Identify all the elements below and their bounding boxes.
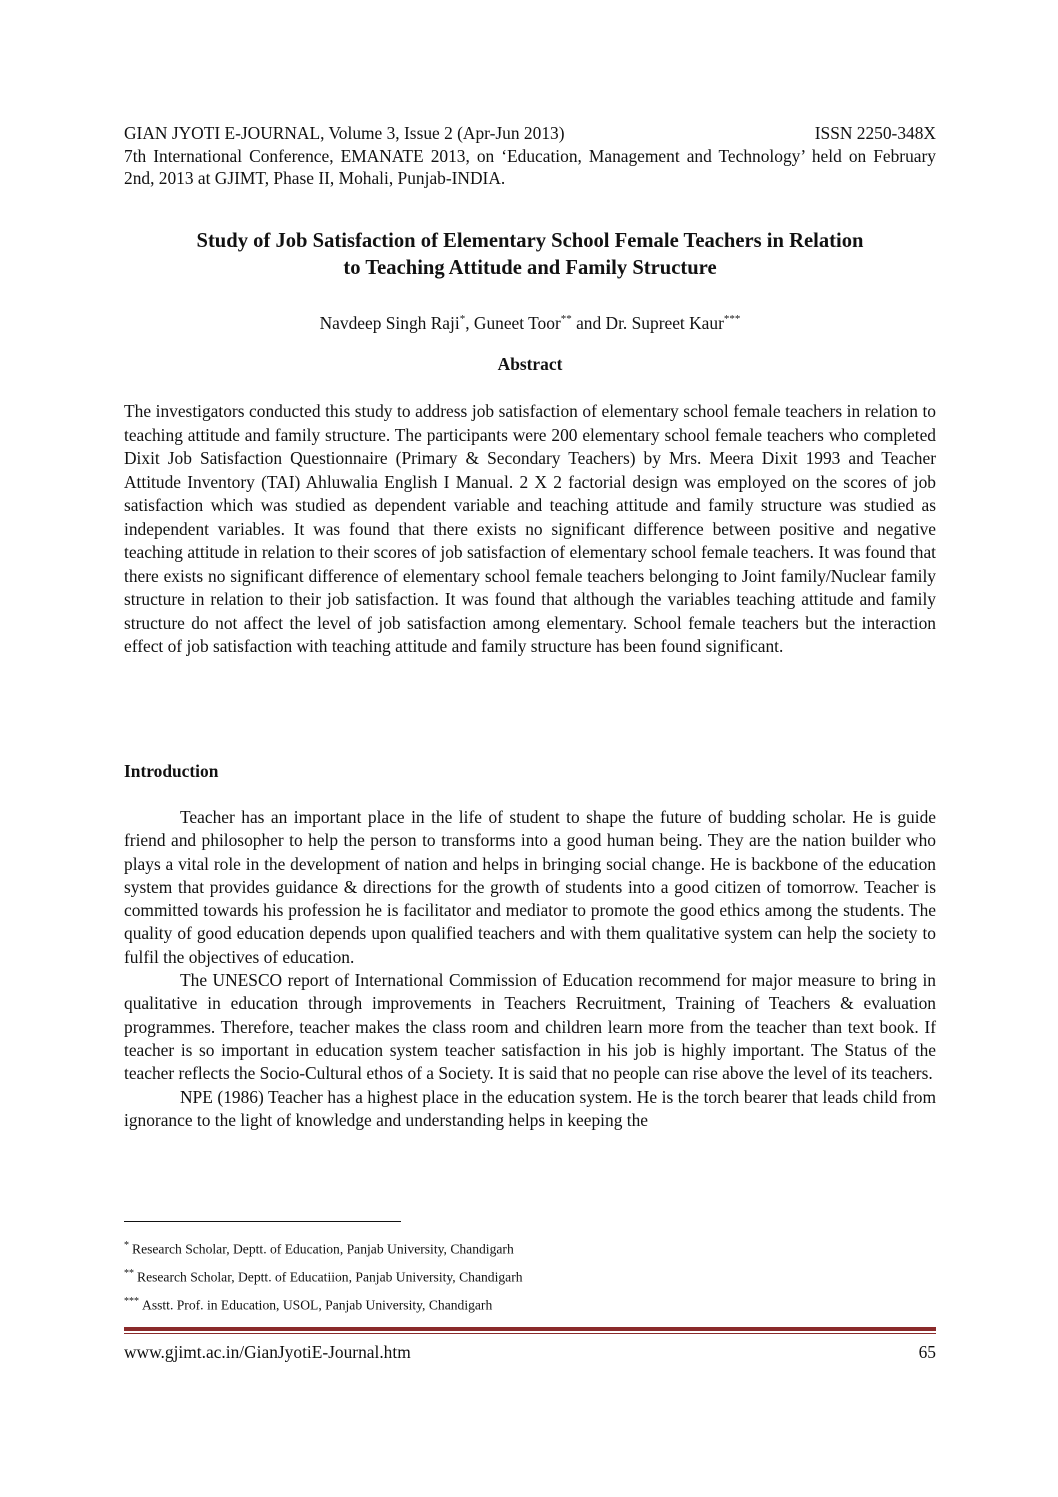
footnote-mark: *** (124, 1296, 139, 1308)
paragraph: The UNESCO report of International Commission of Education recommend for major measure to bring in qualitative in education through improvements in Teachers Recruitment, Training of Teachers & evaluation programmes. Therefore, teacher makes the class room and children learn more from the teacher than text book. If teacher is so important in education system teacher satisfaction in his job is highly important. The Status of the teacher reflects the Socio-Cultural ethos of a Society. It is said that no people can rise above the level of its teachers. (124, 970, 936, 1084)
paragraph: NPE (1986) Teacher has a highest place in the education system. He is the torch bearer that leads child from ignorance to the light of knowledge and understanding helps in keeping the (124, 1086, 936, 1130)
author-1-mark: * (459, 313, 466, 326)
footnote-mark: * (124, 1240, 129, 1251)
paragraph: Teacher has an important place in the life of student to shape the future of budding scholar. He is guide friend and philosopher to help the person to transforms into a good human being. They are the nation builder who plays a vital role in the development of nation and helps in bringing social change. He is backbone of the education system that provides guidance & directions for the growth of students into a good citizen of tomorrow. Teacher is committed towards his profession he is facilitator and mediator to promote the good ethics among the students. The quality of good education depends upon qualified teachers and with them qualitative system can help the society to fulfil the objectives of education. (124, 807, 936, 967)
footnote-divider (124, 1221, 401, 1222)
title-line-1: Study of Job Satisfaction of Elementary School Female Teachers in Relation (196, 230, 864, 252)
author-list (124, 313, 936, 334)
abstract-heading: Abstract (497, 354, 563, 374)
footnote (124, 1234, 523, 1262)
issn: ISSN 2250-348X (814, 123, 936, 143)
paper-title (124, 228, 936, 282)
author-3: Dr. Supreet Kaur (605, 313, 724, 333)
introduction-body (124, 806, 936, 1132)
author-2-mark: ** (560, 313, 572, 326)
journal-url: www.gjimt.ac.in/GianJyotiE-Journal.htm (124, 1342, 411, 1362)
author-separator-1: , (465, 313, 474, 333)
page-number: 65 (918, 1342, 936, 1362)
author-2: Guneet Toor (473, 313, 561, 333)
running-header (124, 122, 936, 190)
author-3-mark: *** (723, 313, 741, 326)
footnote-text: Research Scholar, Deptt. of Education, Panjab University, Chandigarh (132, 1241, 514, 1257)
page-footer (124, 1342, 936, 1363)
footnote (124, 1262, 523, 1290)
abstract-text: The investigators conducted this study to address job satisfaction of elementary school female teachers in relation to teaching attitude and family structure. The participants were 200 elementary school female teachers who completed Dixit Job Satisfaction Questionnaire (Primary & Secondary Teachers) by Mrs. Meera Dixit 1993 and Teacher Attitude Inventory (TAI) Ahluwalia English I Manual. 2 X 2 factorial design was employed on the scores of job satisfaction which was studied as dependent variable and teaching attitude and family structure was studied as independent variables. It was found that there exists no significant difference between positive and negative teaching attitude in relation to their scores of job satisfaction of elementary school female teachers. It was found that there exists no significant difference of elementary school female teachers belonging to Joint family/Nuclear family structure in relation to their job satisfaction. It was found that although the variables teaching attitude and family structure do not affect the level of job satisfaction among elementary. School female teachers but the interaction effect of job satisfaction with teaching attitude and family structure has been found significant. (124, 401, 936, 656)
footnotes (124, 1234, 523, 1318)
footnote-mark: ** (124, 1268, 134, 1280)
title-line-2: to Teaching Attitude and Family Structure (343, 257, 717, 279)
journal-info: GIAN JYOTI E-JOURNAL, Volume 3, Issue 2 (Apr-Jun 2013) (124, 123, 565, 143)
footnote (124, 1290, 523, 1318)
footer-rule-thin (124, 1333, 936, 1334)
footer-rule-thick (124, 1327, 936, 1331)
author-1: Navdeep Singh Raji (319, 313, 460, 333)
author-separator-2: and (571, 313, 606, 333)
conference-info: 7th International Conference, EMANATE 2013, on ‘Education, Management and Technology’ held on February 2nd, 2013 at GJIMT, Phase II, Mohali, Punjab-INDIA. (124, 145, 936, 189)
introduction-heading: Introduction (124, 761, 219, 781)
footnote-text: Asstt. Prof. in Education, USOL, Panjab University, Chandigarh (142, 1297, 493, 1313)
footnote-text: Research Scholar, Deptt. of Educatiion, Panjab University, Chandigarh (137, 1269, 523, 1285)
